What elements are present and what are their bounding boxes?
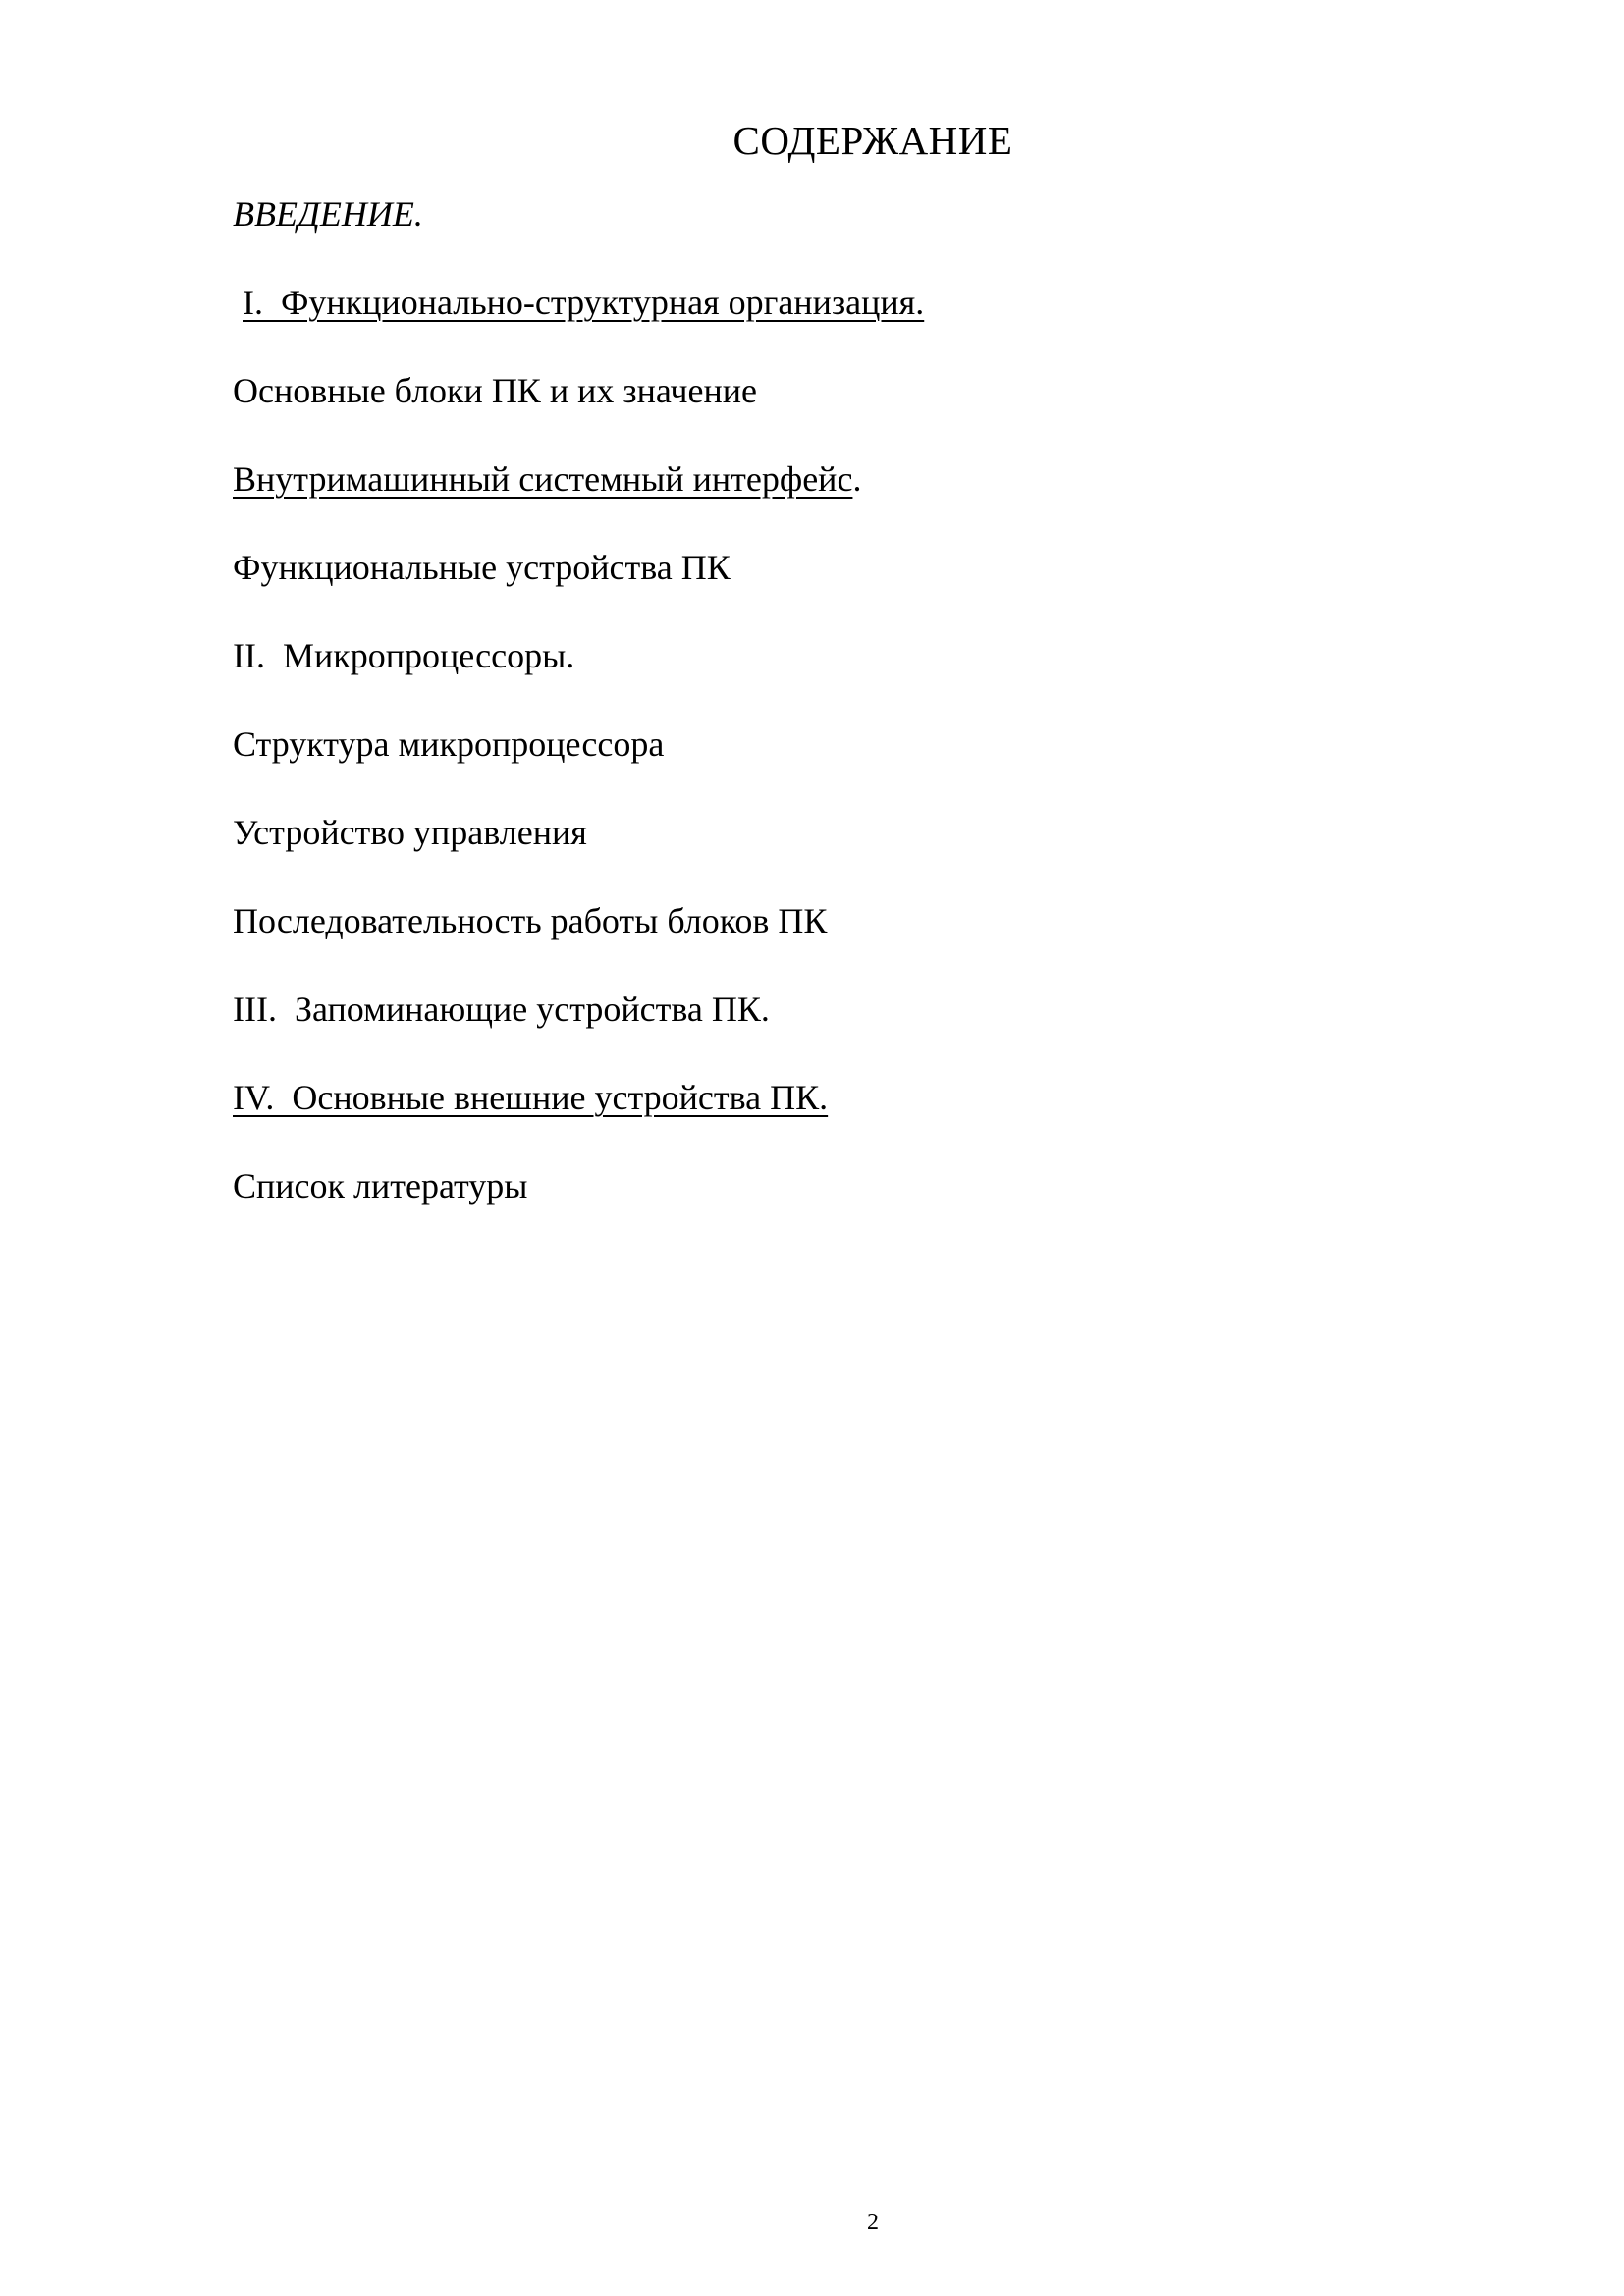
- toc-item-label: I. Функционально-структурная организация.: [243, 283, 925, 322]
- toc-item-microprocessor-structure[interactable]: [233, 721, 664, 767]
- toc-item-section-3[interactable]: [233, 987, 770, 1032]
- toc-item-label: Структура микропроцессора: [233, 724, 665, 764]
- toc-item-control-unit[interactable]: [233, 810, 587, 855]
- page-title: СОДЕРЖАНИЕ: [732, 118, 1013, 163]
- toc-item-bibliography[interactable]: [233, 1163, 527, 1208]
- toc-item-section-4[interactable]: [233, 1075, 828, 1120]
- toc-item-suffix: .: [852, 459, 862, 499]
- page-number: 2: [867, 2210, 879, 2235]
- toc-item-blocks-sequence[interactable]: [233, 898, 827, 943]
- toc-item-label: III. Запоминающие устройства ПК.: [233, 989, 770, 1029]
- toc-item-label: Устройство управления: [233, 813, 587, 852]
- toc-item-section-2[interactable]: [233, 633, 574, 678]
- toc-item-introduction[interactable]: [233, 191, 423, 237]
- toc-item-section-1[interactable]: [243, 280, 924, 325]
- toc-item-functional-devices[interactable]: [233, 545, 731, 590]
- toc-item-label: Функциональные устройства ПК: [233, 548, 731, 587]
- toc-item-label: ВВЕДЕНИЕ.: [233, 194, 423, 234]
- toc-item-label: Последовательность работы блоков ПК: [233, 901, 828, 940]
- toc-item-label: Список литературы: [233, 1166, 528, 1205]
- toc-item-label: Внутримашинный системный интерфейс: [233, 459, 853, 499]
- toc-item-label: II. Микропроцессоры.: [233, 636, 575, 675]
- toc-item-system-interface[interactable]: [233, 456, 861, 502]
- toc-item-label: IV. Основные внешние устройства ПК.: [233, 1078, 829, 1117]
- toc-item-label: Основные блоки ПК и их значение: [233, 371, 757, 410]
- toc-item-main-blocks[interactable]: [233, 368, 757, 413]
